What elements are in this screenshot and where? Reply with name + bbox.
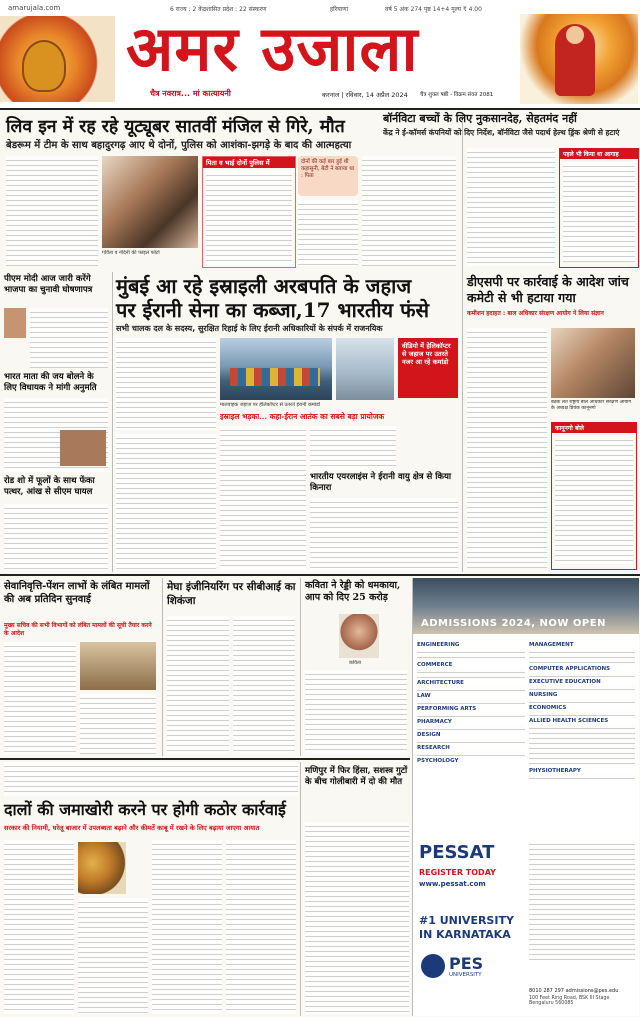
section-rule-1 (0, 574, 640, 576)
bottom-headline[interactable]: दालों की जमाखोरी करने पर होगी कठोर कार्रवाई (4, 800, 286, 819)
bottom-body-col4 (226, 840, 296, 1014)
lower-story-a (0, 578, 160, 756)
right-body-col1 (467, 328, 547, 568)
right-top-headline[interactable]: बॉर्नविटा बच्चों के लिए नुकसानदेह, सेहतमंद नहीं (383, 112, 577, 125)
left-story-3[interactable]: रोड शो में फूलों के साथ फेंका पत्थर, आंख से सीएम घायल (4, 476, 95, 497)
right-photo-caption: बैठक लेते राष्ट्रीय बाल अधिकार संरक्षण आयोग के अध्यक्ष प्रियंक कानूनगो (551, 400, 632, 411)
ad-item: ARCHITECTURE (417, 680, 464, 686)
left-story-2[interactable]: भारत माता की जय बोलने के लिए विधायक ने मांगी अनुमति (4, 372, 97, 393)
masthead (0, 0, 640, 108)
top-story-photo (102, 156, 198, 248)
left-story-1-photo (4, 308, 26, 338)
lead-headline-line2[interactable]: पर ईरानी सेना का कब्जा,17 भारतीय फंसे (116, 298, 430, 322)
top-story-photo-caption: गर्विता व नंदिनी की फाइल फोटो (102, 250, 160, 256)
top-story-body-col4 (298, 200, 358, 266)
top-story-quote-text: दोनों की कई बार हुई थी कहासुनी, बेटी ने बताया था : पिता (301, 159, 355, 179)
ad-item: MANAGEMENT (529, 642, 574, 648)
ad-right-list (529, 640, 635, 830)
lead-photo-helicopter (336, 338, 394, 400)
right-box-title: कानूनगो बोले (552, 423, 636, 433)
right-top-box-body (563, 162, 635, 262)
lead-sub-headline[interactable]: इस्राइल भड़का... कहा-ईरान आतंक का सबसे बड़ा प्रायोजक (220, 412, 385, 421)
ad-pes-logo: PES (449, 954, 484, 973)
top-story-headline[interactable]: लिव इन में रह रहे यूट्यूबर सातवीं मंजिल से गिरे, मौत (6, 117, 345, 137)
left-story-1-body (30, 308, 108, 368)
right-top-story (383, 112, 639, 272)
lead-body-col2 (220, 426, 306, 570)
ad-address: 100 Feet Ring Road, BSK III Stage Bengaluru 560085 (529, 996, 610, 1006)
lower-story-b-headline[interactable]: मेघा इंजीनियरिंग पर सीबीआई का शिकंजा (167, 581, 296, 607)
bottom-story (0, 762, 298, 1016)
lead-body-col4 (310, 498, 458, 570)
ad-item: COMPUTER APPLICATIONS (529, 666, 611, 672)
lower-story-b-body2 (233, 616, 295, 754)
ad-phone[interactable]: 8010 287 297 admissions@pes.edu (529, 988, 619, 994)
lower-story-c-body (305, 670, 407, 754)
edition-name: हरियाणा (330, 6, 349, 13)
bottom-subhead: सरकार की नियामी, घरेलू बाजार में उपलब्धता बढ़ाने और कीमतें काबू में रखने के लिए बढ़ाया जाएगा आयात (4, 824, 260, 832)
right-box (551, 422, 637, 570)
lead-photo-caption: मालवाहक जहाज पर हेलिकॉप्टर से उतरते ईरानी कमांडो (220, 402, 321, 408)
ad-url[interactable]: www.pessat.com (419, 880, 486, 888)
lead-video-caption[interactable]: वीडियो में हेलिकॉप्टर से जहाज पर उतरते नजर आ रहे कमांडो (402, 342, 451, 366)
top-story-box-body (206, 171, 292, 265)
goddess-face-icon (566, 26, 584, 44)
ad-item: NURSING (529, 692, 558, 698)
site-url[interactable]: amarujala.com (8, 4, 61, 12)
ad-left-list (417, 640, 525, 830)
ad-register[interactable]: REGISTER TODAY (419, 868, 496, 877)
left-column (0, 272, 113, 572)
edition-meta-left: 6 राज्य : 2 केंद्रशासित प्रदेश : 22 संस्करण (170, 6, 267, 13)
manipur-story (300, 762, 411, 1016)
top-story-body-col5 (362, 156, 456, 266)
lower-story-b-body1 (167, 616, 229, 754)
hindu-calendar: चैत्र शुक्ल षष्ठी - विक्रम संवत 2081 (420, 92, 494, 98)
right-headline[interactable]: डीएसपी पर कार्रवाई के आदेश जांच कमेटी से भी हटाया गया (467, 274, 629, 305)
bottom-photo-pulses (78, 842, 126, 894)
ad-item: ALLIED HEALTH SCIENCES (529, 718, 609, 724)
right-top-subhead: केंद्र ने ई-कॉमर्स कंपनियों को दिए निर्देश, बॉर्नविटा जैसे पदार्थ हेल्थ ड्रिंक श्रेणी से हटाएं (383, 128, 620, 137)
bottom-body-col1 (4, 840, 74, 1014)
right-top-box (559, 148, 639, 268)
lower-story-c-caption: कविता (349, 660, 362, 666)
top-story-quote (298, 156, 358, 196)
lead-subhead: सभी चालक दल के सदस्य, सुरक्षित रिहाई के लिए ईरानी अधिकारियों के संपर्क में राजनयिक (116, 324, 383, 333)
ad-item: EXECUTIVE EDUCATION (529, 679, 601, 685)
ad-banner: ADMISSIONS 2024, NOW OPEN (421, 618, 606, 629)
kalash-icon (22, 40, 66, 92)
tagline: चैत्र नवरात्र... मां कात्यायनी (150, 89, 231, 98)
ad-rank-1: #1 UNIVERSITY (419, 914, 514, 927)
lead-photo-containers (230, 368, 320, 386)
edition-meta-right: वर्ष 5 अंक 274 पृष्ठ 14+4 मूल्य ₹ 4.00 (385, 6, 482, 13)
lower-story-b (162, 578, 299, 756)
lower-story-a-body1 (4, 642, 76, 754)
lead-body-col1b (116, 434, 216, 570)
top-story-body-col1 (6, 156, 98, 266)
ad-pes-sub: UNIVERSITY (449, 972, 482, 978)
newspaper-logo: अमर उजाला (126, 12, 419, 85)
right-byline: कमीशन हदाहत : बाल अधिकार संरक्षण आयोग ने लिया संज्ञान (467, 310, 604, 317)
ad-item: PSYCHOLOGY (417, 758, 459, 764)
ad-item: DESIGN (417, 732, 441, 738)
ad-item: COMMERCE (417, 662, 453, 668)
lead-body-col1 (116, 338, 216, 430)
dateline: करनाल | रविवार, 14 अप्रैल 2024 (322, 91, 408, 99)
ad-info-box (529, 840, 635, 960)
lower-story-a-headline[interactable]: सेवानिवृत्ति-पेंशन लाभों के लंबित मामलों की अब प्रतिदिन सुनवाई (4, 581, 150, 605)
ad-rank-2: IN KARNATAKA (419, 928, 511, 941)
lower-story-c (300, 578, 411, 756)
lead-body-col3 (310, 426, 396, 470)
left-story-2-photo (60, 430, 106, 466)
bottom-top-strip (4, 762, 298, 796)
top-story-box-title: पिता व भाई दोनों पुलिस में (203, 157, 295, 168)
right-column (462, 272, 639, 572)
ad-item: PERFORMING ARTS (417, 706, 477, 712)
lower-story-c-photo (339, 614, 379, 658)
right-top-body (467, 148, 555, 266)
section-rule-2 (0, 758, 410, 760)
lead-headline-line1[interactable]: मुंबई आ रहे इस्राइली अरबपति के जहाज (116, 274, 412, 298)
bottom-body-col2 (78, 898, 148, 1014)
lower-story-a-subhead: मुख्य सचिव की सभी विभागों को लंबित मामलों की सूची तैयार करने के आदेश (4, 622, 152, 637)
lower-story-a-photo (80, 642, 156, 690)
ad-item: ENGINEERING (417, 642, 460, 648)
right-top-box-title: पहले भी किया था आगाह (560, 149, 638, 159)
masthead-rule (0, 108, 640, 110)
lower-story-c-headline[interactable]: कविता ने रेड्डी को धमकाया, आप को दिए 25 करोड़ (305, 580, 401, 603)
lead-story (114, 272, 460, 572)
pes-ad[interactable] (412, 578, 639, 1016)
left-story-3-body (4, 504, 108, 570)
ad-item: PHARMACY (417, 719, 452, 725)
top-story-subhead: बेडरूम में टीम के साथ बहादुरगढ़ आए थे दोनों, पुलिस को आशंका-झगड़े के बाद की आत्महत्या (6, 140, 352, 151)
ad-item: LAW (417, 693, 431, 699)
lead-secondary-headline[interactable]: भारतीय एयरलाइंस ने ईरानी वायु क्षेत्र से किया किनारा (310, 472, 452, 493)
ad-pes-emblem-icon (421, 954, 445, 978)
manipur-body (305, 822, 409, 1014)
left-story-1[interactable]: पीएम मोदी आज जारी करेंगे भाजपा का चुनावी घोषणापत्र (4, 274, 93, 295)
right-box-body (555, 436, 633, 564)
ad-item: RESEARCH (417, 745, 450, 751)
ad-item: ECONOMICS (529, 705, 567, 711)
ad-item: PHYSIOTHERAPY (529, 768, 581, 774)
lead-video-box (398, 338, 458, 398)
bottom-body-col3 (152, 840, 222, 1014)
lower-story-a-body2 (80, 694, 156, 754)
ad-pessat-logo: PESSAT (419, 842, 495, 863)
manipur-headline[interactable]: मणिपुर में फिर हिंसा, सशस्त्र गुटों के बीच गोलीबारी में दो की मौत (305, 766, 408, 787)
right-photo (551, 328, 635, 398)
top-story-box (202, 156, 296, 268)
